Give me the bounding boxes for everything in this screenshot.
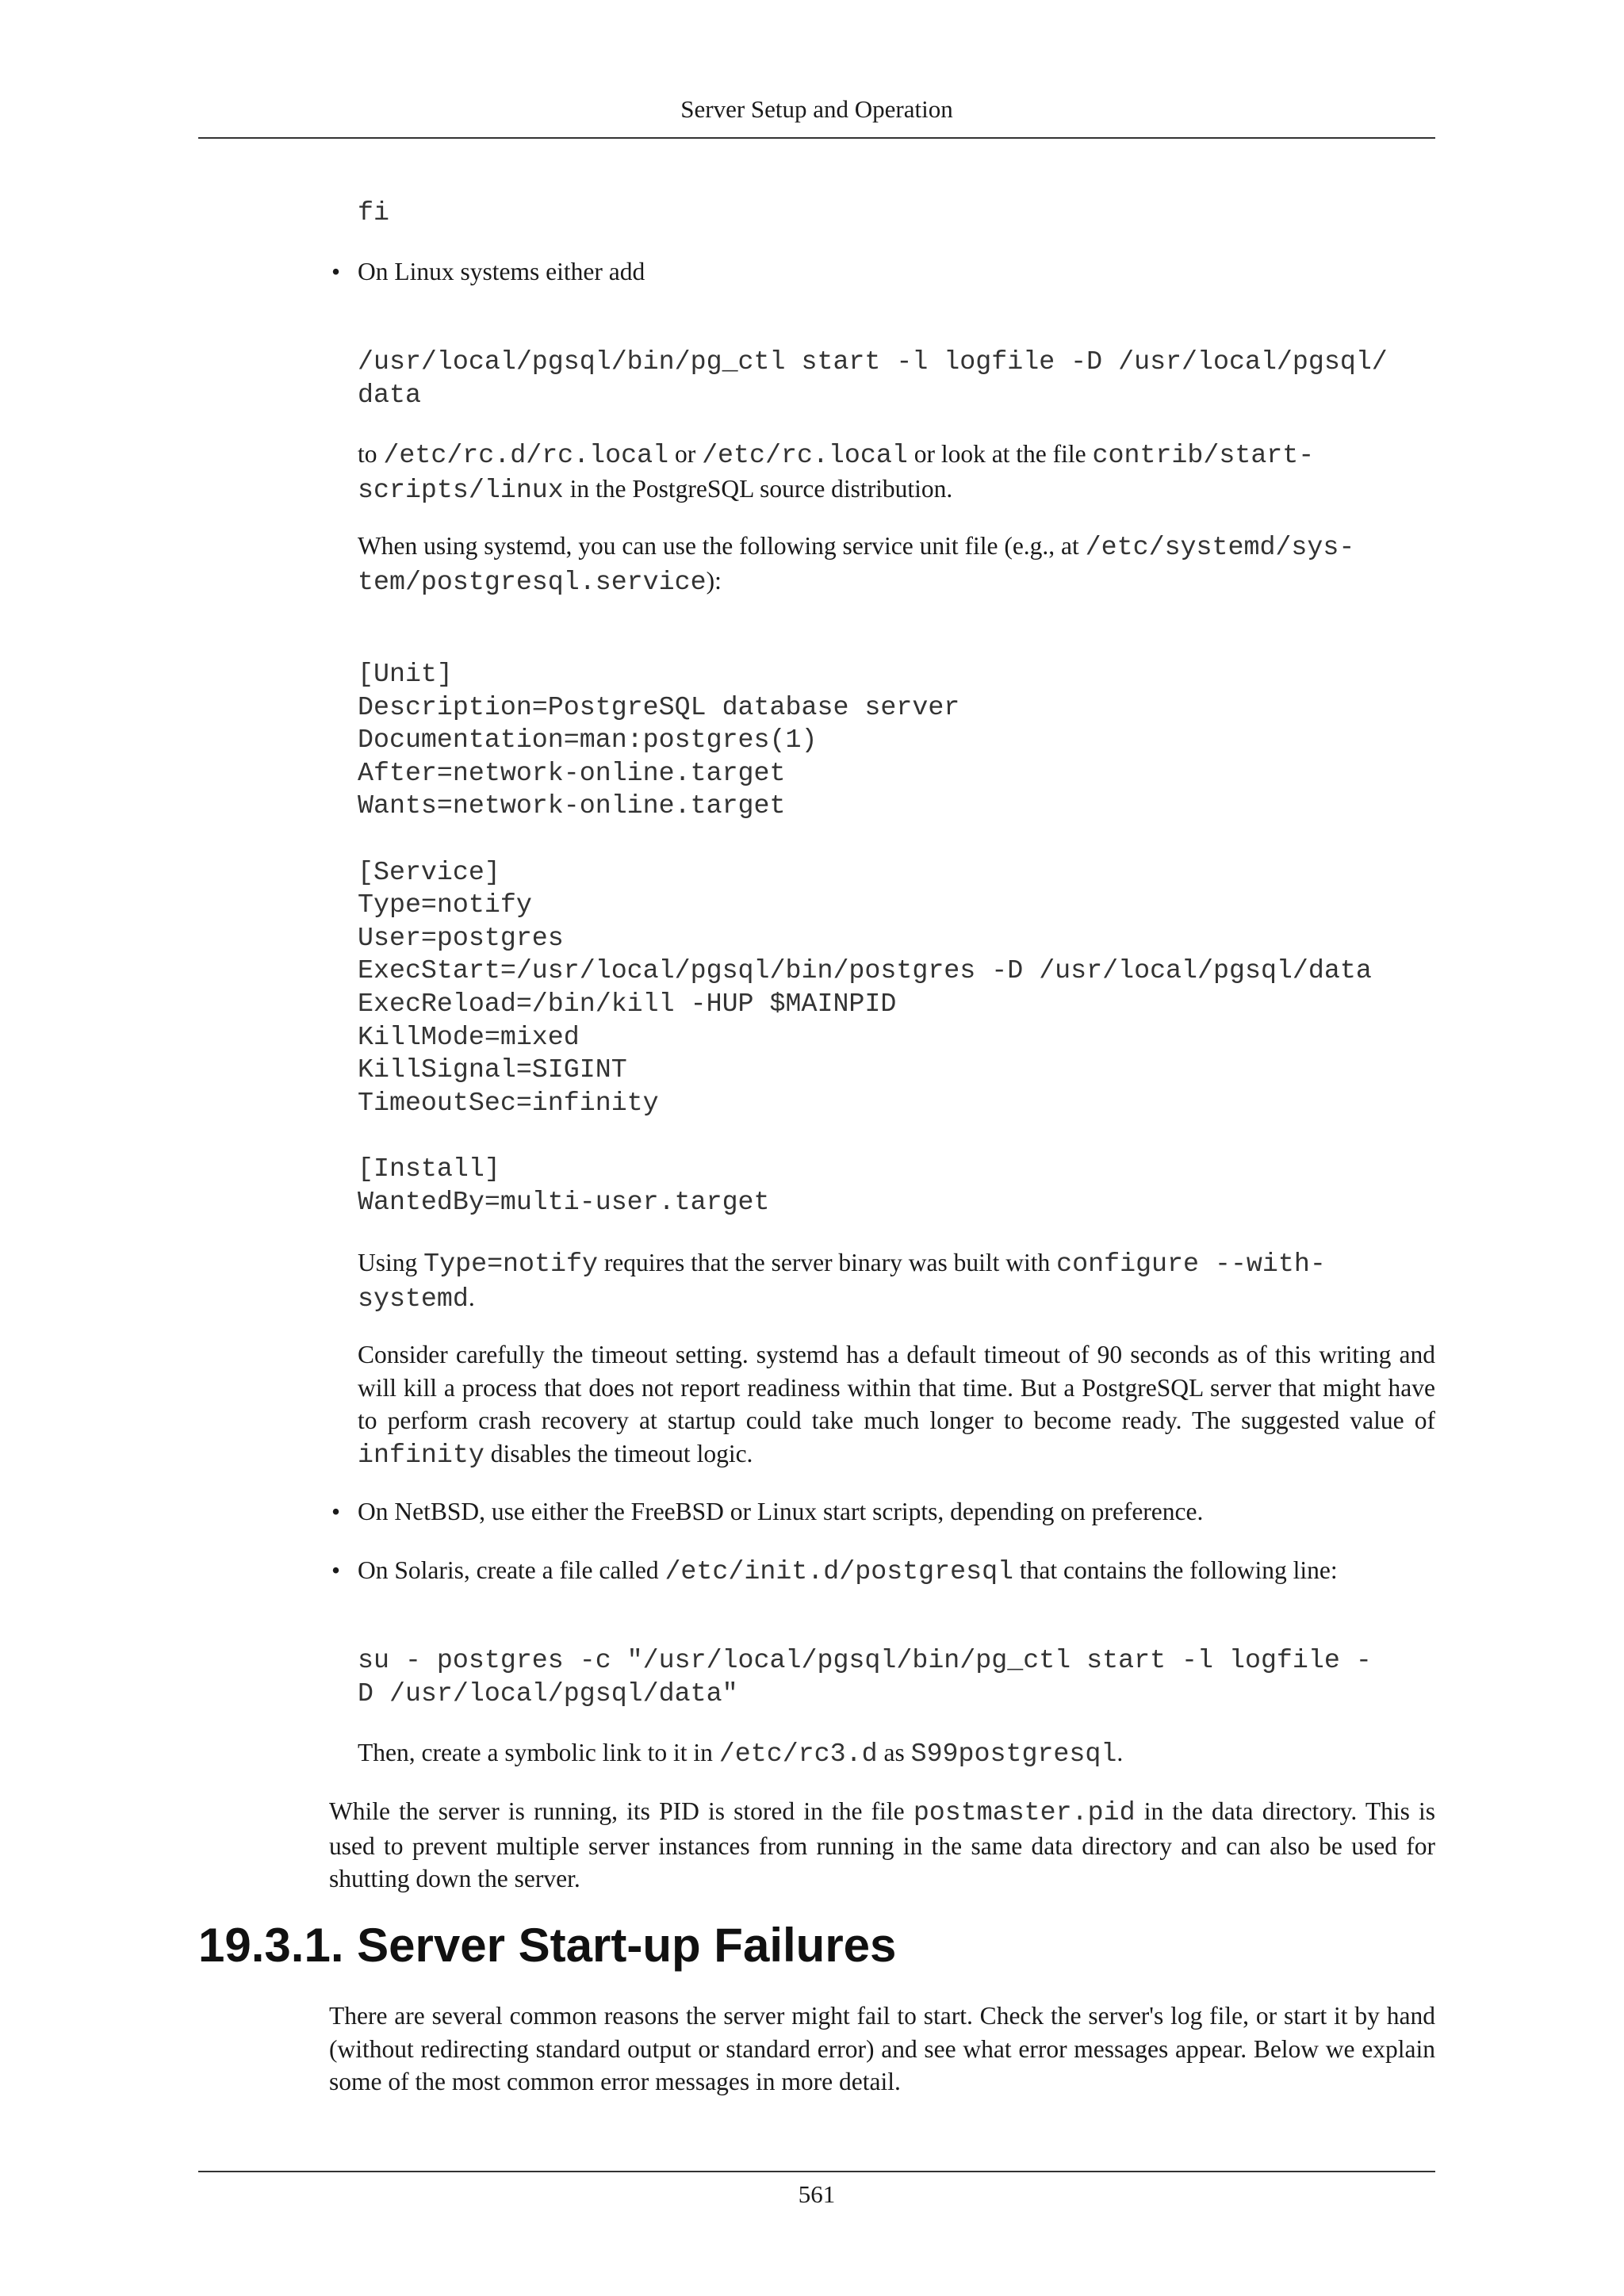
linux-rc-local-para: to /etc/rc.d/rc.local or /etc/rc.local or look at the file contrib/start- scripts/linux in the PostgreSQL source distribution. (358, 440, 1315, 505)
bullet-solaris: • (331, 1556, 341, 1584)
code-inline: /etc/rc.local (702, 440, 908, 470)
code-inline: /etc/rc3.d (718, 1739, 878, 1769)
code-inline: configure --with- systemd (358, 1249, 1326, 1314)
code-inline: S99postgresql (910, 1739, 1117, 1769)
solaris-symlink-para: Then, create a symbolic link to it in /etc/rc3.d as S99postgresql. (358, 1739, 1124, 1769)
code-solaris-su: su - postgres -c "/usr/local/pgsql/bin/pg_ctl start -l logfile - D /usr/local/pgsql/data" (358, 1645, 1372, 1709)
code-inline: postmaster.pid (913, 1797, 1136, 1827)
code-fi: fi (358, 197, 389, 228)
pid-file-para: While the server is running, its PID is stored in the file postmaster.pid in the data directory. This is used to prevent multiple server instances from running in the same data directory and can also be used for shutting down the server. (329, 1797, 1436, 1893)
code-inline: infinity (358, 1439, 485, 1470)
code-inline: /etc/init.d/postgresql (665, 1556, 1014, 1586)
startup-failures-para: There are several common reasons the server might fail to start. Check the server's log file, or start it by hand (without redirecting standard output or standard error) and see what error messages appear. Below we explain some of the most common error messages in more detail. (329, 2002, 1435, 2096)
code-inline: /etc/rc.d/rc.local (383, 440, 669, 470)
running-header: Server Setup and Operation (680, 95, 953, 123)
solaris-intro: On Solaris, create a file called /etc/init.d/postgresql that contains the following line: (358, 1556, 1338, 1586)
linux-intro: On Linux systems either add (358, 258, 645, 285)
systemd-intro-para: When using systemd, you can use the following service unit file (e.g., at /etc/systemd/sys- tem/postgresql.service): (358, 532, 1355, 597)
header-rule (198, 137, 1435, 139)
code-systemd-unit-file: [Unit] Description=PostgreSQL database server Documentation=man:postgres(1) After=network-online.target Wants=network-online.target [Service] Type=notify User=postgres ExecStart=/usr/local/pgsql/bin/postgres -D /usr/local/pgsql/data ExecReload=/bin/kill -HUP $MAINPID KillMode=mixed KillSignal=SIGINT TimeoutSec=infinity [Install] WantedBy=multi-user.target (358, 659, 1372, 1217)
code-inline: /etc/systemd/sys- tem/postgresql.service (358, 532, 1355, 597)
section-heading: 19.3.1. Server Start-up Failures (198, 1919, 897, 1972)
bullet-linux: • (331, 258, 341, 285)
footer-rule (198, 2171, 1435, 2172)
timeout-para: Consider carefully the timeout setting. systemd has a default timeout of 90 seconds as of this writing and will kill a process that does not report readiness within that time. But a PostgreSQL server that might have to perform crash recovery at startup could take much longer to become ready. The suggested value of infinity disables the timeout logic. (358, 1341, 1435, 1470)
type-notify-para: Using Type=notify requires that the server binary was built with configure --with- systemd. (358, 1249, 1326, 1314)
bullet-netbsd: • (331, 1498, 341, 1525)
code-inline: Type=notify (423, 1249, 598, 1279)
netbsd-para: On NetBSD, use either the FreeBSD or Linux start scripts, depending on preference. (358, 1498, 1204, 1525)
code-pg-ctl-start: /usr/local/pgsql/bin/pg_ctl start -l logfile -D /usr/local/pgsql/ data (358, 346, 1388, 410)
page-number: 561 (798, 2180, 836, 2208)
code-inline: contrib/start- scripts/linux (358, 440, 1315, 505)
